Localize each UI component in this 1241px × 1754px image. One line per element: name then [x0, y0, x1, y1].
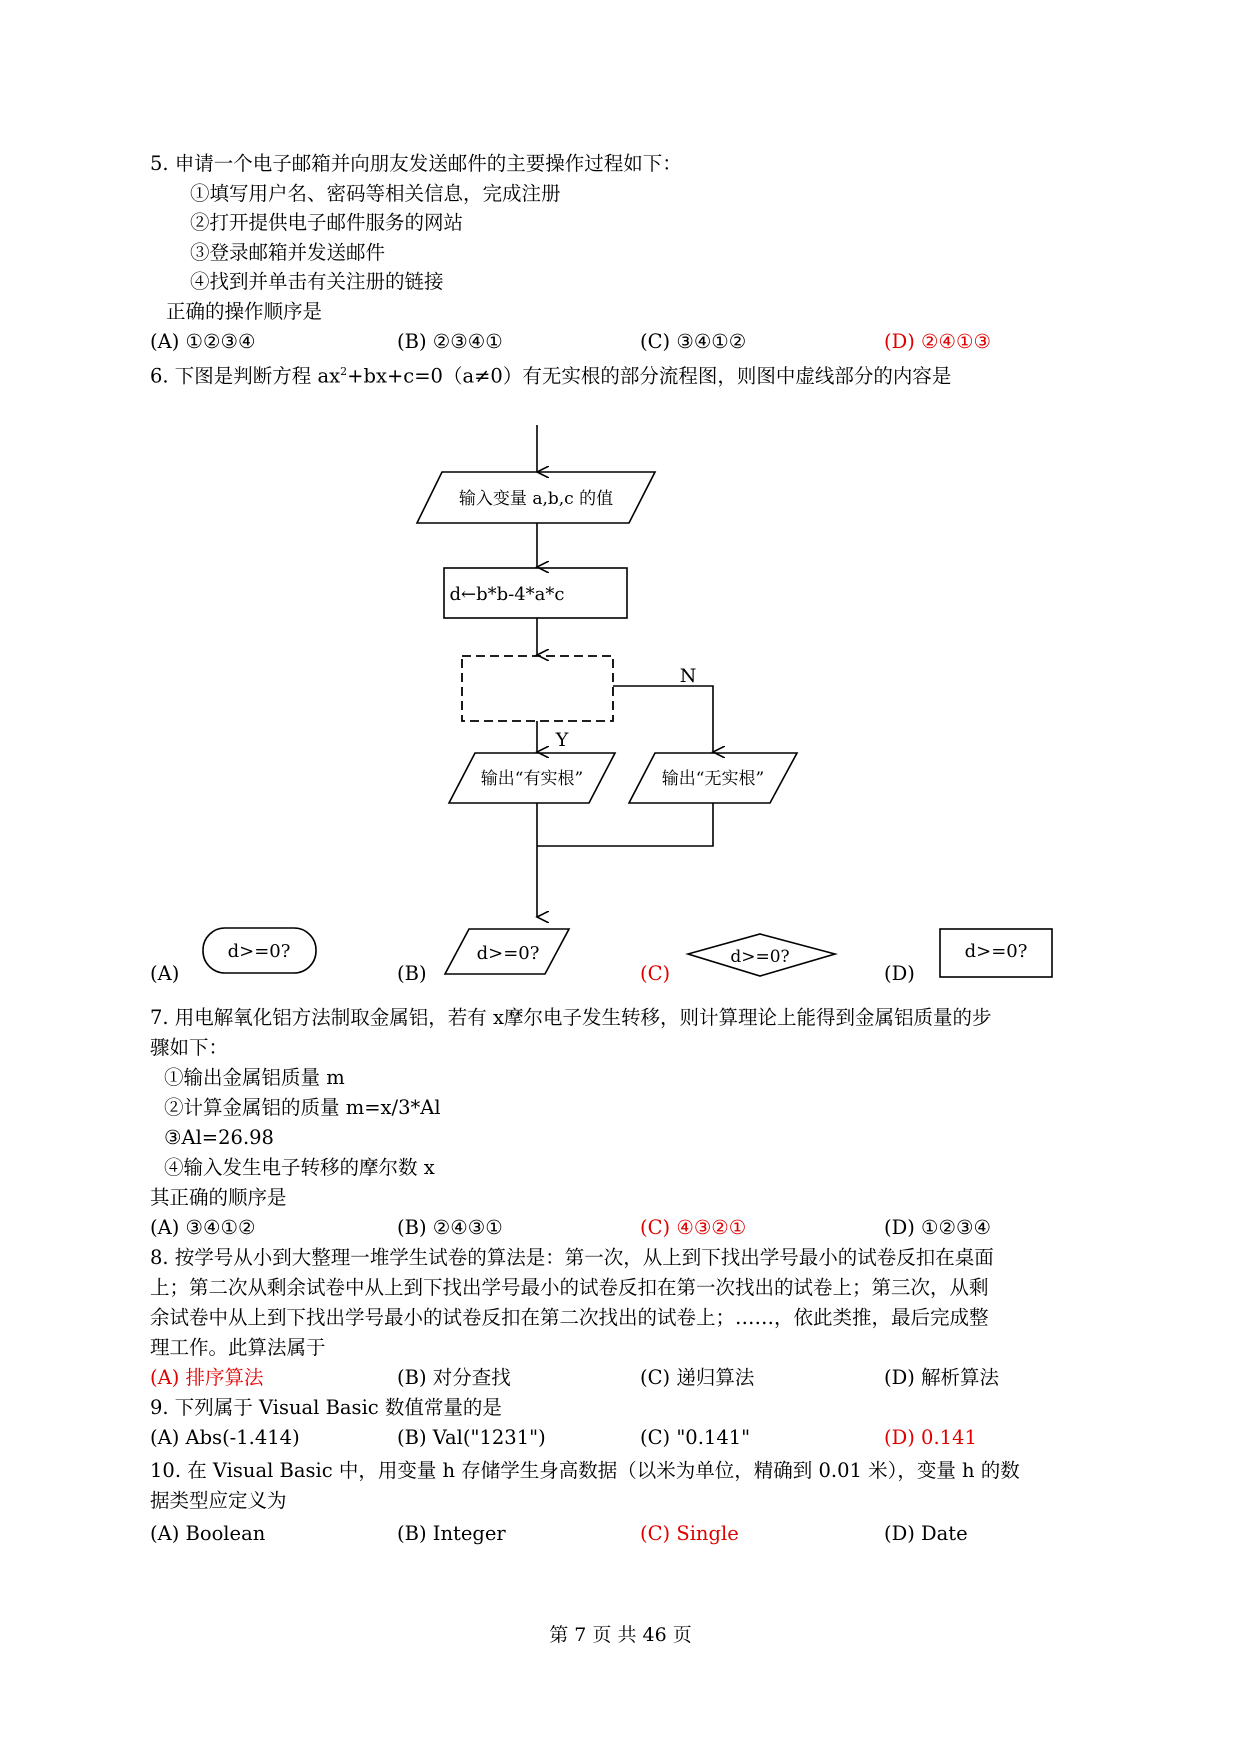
- flow-label-no: N: [679, 665, 697, 687]
- q7-step-3: ③Al=26.98: [164, 1126, 274, 1149]
- flow-arrow-no: [613, 686, 713, 752]
- q8-stem-line-2: 上；第二次从剩余试卷中从上到下找出学号最小的试卷反扣在第一次找出的试卷上；第三次，从剩: [150, 1276, 989, 1299]
- q6-option-c-answer: (C): [640, 962, 671, 985]
- q8-option-d: (D) 解析算法: [884, 1366, 1000, 1389]
- page-number-footer: 第 7 页 共 46 页: [549, 1624, 692, 1646]
- q6-stem-pre: 6. 下图是判断方程 ax: [150, 364, 341, 388]
- q9-option-a: (A) Abs(-1.414): [150, 1426, 300, 1449]
- q5-option-c: (C) ③④①②: [640, 330, 747, 353]
- q8-options: [150, 1362, 1110, 1394]
- option-d-shape-text: d>=0?: [964, 941, 1028, 962]
- q8-option-b: (B) 对分查找: [397, 1366, 511, 1389]
- q8-stem-line-1: 8. 按学号从小到大整理一堆学生试卷的算法是：第一次，从上到下找出学号最小的试卷反扣在桌面: [150, 1246, 994, 1269]
- q7-prompt: 其正确的顺序是: [150, 1186, 287, 1209]
- q10-option-b: (B) Integer: [397, 1522, 506, 1545]
- q10-option-c-answer: (C) Single: [640, 1522, 739, 1545]
- flow-merge-line: [537, 803, 713, 846]
- q10-stem-line-1: 10. 在 Visual Basic 中，用变量 h 存储学生身高数据（以米为单位，精确到 0.01 米），变量 h 的数: [150, 1459, 1020, 1482]
- flow-assign-text: d←b*b-4*a*c: [449, 584, 565, 605]
- q6-stem-superscript: 2: [340, 365, 348, 378]
- q5-step-2: ②打开提供电子邮件服务的网站: [190, 211, 464, 234]
- q7-options: [150, 1212, 1110, 1244]
- q5-step-4: ④找到并单击有关注册的链接: [190, 270, 444, 293]
- q6-option-d: (D): [884, 962, 915, 985]
- q8-option-c: (C) 递归算法: [640, 1366, 755, 1389]
- q5-stem: 5. 申请一个电子邮箱并向朋友发送邮件的主要操作过程如下：: [150, 152, 682, 175]
- q5-option-d-answer: (D) ②④①③: [884, 330, 991, 353]
- q9-option-d-answer: (D) 0.141: [884, 1426, 977, 1449]
- flow-output-no-text: 输出“无实根”: [661, 769, 765, 789]
- q9-stem: 9. 下列属于 Visual Basic 数值常量的是: [150, 1396, 502, 1419]
- q7-step-4: ④输入发生电子转移的摩尔数 x: [164, 1156, 435, 1179]
- q9-option-c: (C) "0.141": [640, 1426, 751, 1449]
- q5-prompt: 正确的操作顺序是: [166, 300, 323, 323]
- q6-stem-post: +bx+c=0（a≠0）有无实根的部分流程图，则图中虚线部分的内容是: [347, 364, 952, 388]
- q8-stem-line-4: 理工作。此算法属于: [150, 1336, 326, 1359]
- q6-options: [150, 958, 1110, 990]
- q5-step-1: ①填写用户名、密码等相关信息，完成注册: [190, 182, 561, 205]
- q10-stem-line-2: 据类型应定义为: [150, 1489, 287, 1512]
- q7-step-2: ②计算金属铝的质量 m=x/3*Al: [164, 1096, 441, 1119]
- q9-options: [150, 1422, 1110, 1454]
- q10-option-a: (A) Boolean: [150, 1522, 266, 1545]
- q5-option-a: (A) ①②③④: [150, 330, 256, 353]
- q10-option-d: (D) Date: [884, 1522, 968, 1545]
- flow-dashed-decision-box: [462, 656, 613, 721]
- q7-stem-line-1: 7. 用电解氧化铝方法制取金属铝，若有 x摩尔电子发生转移，则计算理论上能得到金属铝质量的步: [150, 1006, 992, 1029]
- q6-option-b: (B): [397, 962, 427, 985]
- option-a-shape-text: d>=0?: [227, 941, 291, 962]
- flow-input-text: 输入变量 a,b,c 的值: [458, 489, 614, 509]
- q7-option-a: (A) ③④①②: [150, 1216, 256, 1239]
- flow-label-yes: Y: [555, 729, 569, 751]
- flow-output-yes-text: 输出“有实根”: [480, 769, 584, 789]
- q7-step-1: ①输出金属铝质量 m: [164, 1066, 345, 1089]
- q5-option-b: (B) ②③④①: [397, 330, 503, 353]
- q7-option-c-answer: (C) ④③②①: [640, 1216, 747, 1239]
- option-c-shape-text: d>=0?: [730, 947, 790, 967]
- q8-option-a-answer: (A) 排序算法: [150, 1366, 264, 1389]
- option-b-shape-text: d>=0?: [476, 943, 540, 964]
- q7-stem-line-2: 骤如下：: [150, 1036, 229, 1059]
- q6-option-a: (A): [150, 962, 180, 985]
- q5-step-3: ③登录邮箱并发送邮件: [190, 241, 386, 264]
- q8-stem-line-3: 余试卷中从上到下找出学号最小的试卷反扣在第二次找出的试卷上；……，依此类推，最后完成整: [150, 1306, 989, 1329]
- q9-option-b: (B) Val("1231"): [397, 1426, 546, 1449]
- q7-option-d: (D) ①②③④: [884, 1216, 991, 1239]
- q7-option-b: (B) ②④③①: [397, 1216, 503, 1239]
- q10-options: [150, 1518, 1110, 1550]
